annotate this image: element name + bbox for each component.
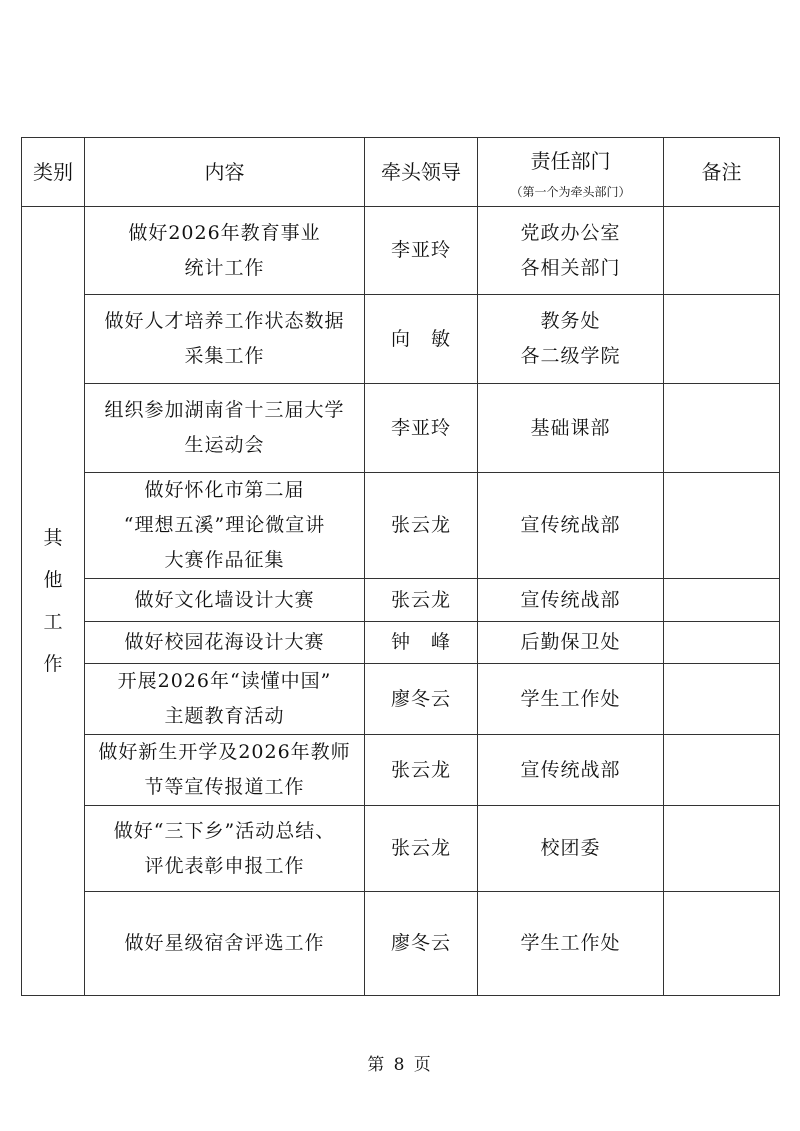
work-plan-table <box>21 137 780 996</box>
row-content: 做好校园花海设计大赛 <box>85 622 365 664</box>
table-row <box>22 579 780 622</box>
row-content: 做好新生开学及2026年教师 节等宣传报道工作 <box>85 735 365 806</box>
row-department: 基础课部 <box>478 384 664 473</box>
table-header-row <box>22 138 780 207</box>
row-department: 学生工作处 <box>478 664 664 735</box>
table-row <box>22 664 780 735</box>
row-remark <box>664 207 780 295</box>
row-department: 校团委 <box>478 806 664 892</box>
row-leader: 向 敏 <box>365 295 478 384</box>
row-department: 宣传统战部 <box>478 579 664 622</box>
row-leader: 廖冬云 <box>365 664 478 735</box>
row-department: 宣传统战部 <box>478 735 664 806</box>
row-remark <box>664 473 780 579</box>
row-department: 党政办公室 各相关部门 <box>478 207 664 295</box>
row-content: 开展2026年“读懂中国” 主题教育活动 <box>85 664 365 735</box>
row-leader: 钟 峰 <box>365 622 478 664</box>
category-char: 其 <box>43 527 63 549</box>
row-content: 做好怀化市第二届 “理想五溪”理论微宣讲 大赛作品征集 <box>85 473 365 579</box>
header-department-label: 责任部门 <box>530 148 611 173</box>
table-row <box>22 384 780 473</box>
page-number: 第 8 页 <box>367 1055 433 1075</box>
category-char: 他 <box>43 569 63 591</box>
row-content: 做好人才培养工作状态数据 采集工作 <box>85 295 365 384</box>
table-row <box>22 892 780 996</box>
row-leader: 张云龙 <box>365 473 478 579</box>
row-leader: 张云龙 <box>365 806 478 892</box>
category-char: 工 <box>43 611 63 633</box>
row-leader: 李亚玲 <box>365 384 478 473</box>
row-content: 做好星级宿舍评选工作 <box>85 892 365 996</box>
table-row <box>22 295 780 384</box>
row-content: 组织参加湖南省十三届大学 生运动会 <box>85 384 365 473</box>
table-row <box>22 473 780 579</box>
row-remark <box>664 735 780 806</box>
header-department <box>478 138 664 207</box>
row-department: 教务处 各二级学院 <box>478 295 664 384</box>
row-remark <box>664 579 780 622</box>
table-row <box>22 207 780 295</box>
row-remark <box>664 622 780 664</box>
header-category: 类别 <box>22 138 85 207</box>
row-leader: 张云龙 <box>365 735 478 806</box>
row-leader: 廖冬云 <box>365 892 478 996</box>
row-content: 做好2026年教育事业 统计工作 <box>85 207 365 295</box>
row-department: 后勤保卫处 <box>478 622 664 664</box>
header-leader: 牵头领导 <box>365 138 478 207</box>
row-remark <box>664 806 780 892</box>
row-leader: 李亚玲 <box>365 207 478 295</box>
header-remark: 备注 <box>664 138 780 207</box>
table-row <box>22 735 780 806</box>
row-leader: 张云龙 <box>365 579 478 622</box>
row-content: 做好文化墙设计大赛 <box>85 579 365 622</box>
row-department: 学生工作处 <box>478 892 664 996</box>
category-cell <box>22 207 85 996</box>
row-department: 宣传统战部 <box>478 473 664 579</box>
row-remark <box>664 664 780 735</box>
table-row <box>22 806 780 892</box>
header-content: 内容 <box>85 138 365 207</box>
table-row <box>22 622 780 664</box>
header-department-note: （第一个为牵头部门） <box>510 184 631 199</box>
row-remark <box>664 892 780 996</box>
row-content: 做好“三下乡”活动总结、 评优表彰申报工作 <box>85 806 365 892</box>
category-char: 作 <box>43 653 63 675</box>
row-remark <box>664 384 780 473</box>
row-remark <box>664 295 780 384</box>
